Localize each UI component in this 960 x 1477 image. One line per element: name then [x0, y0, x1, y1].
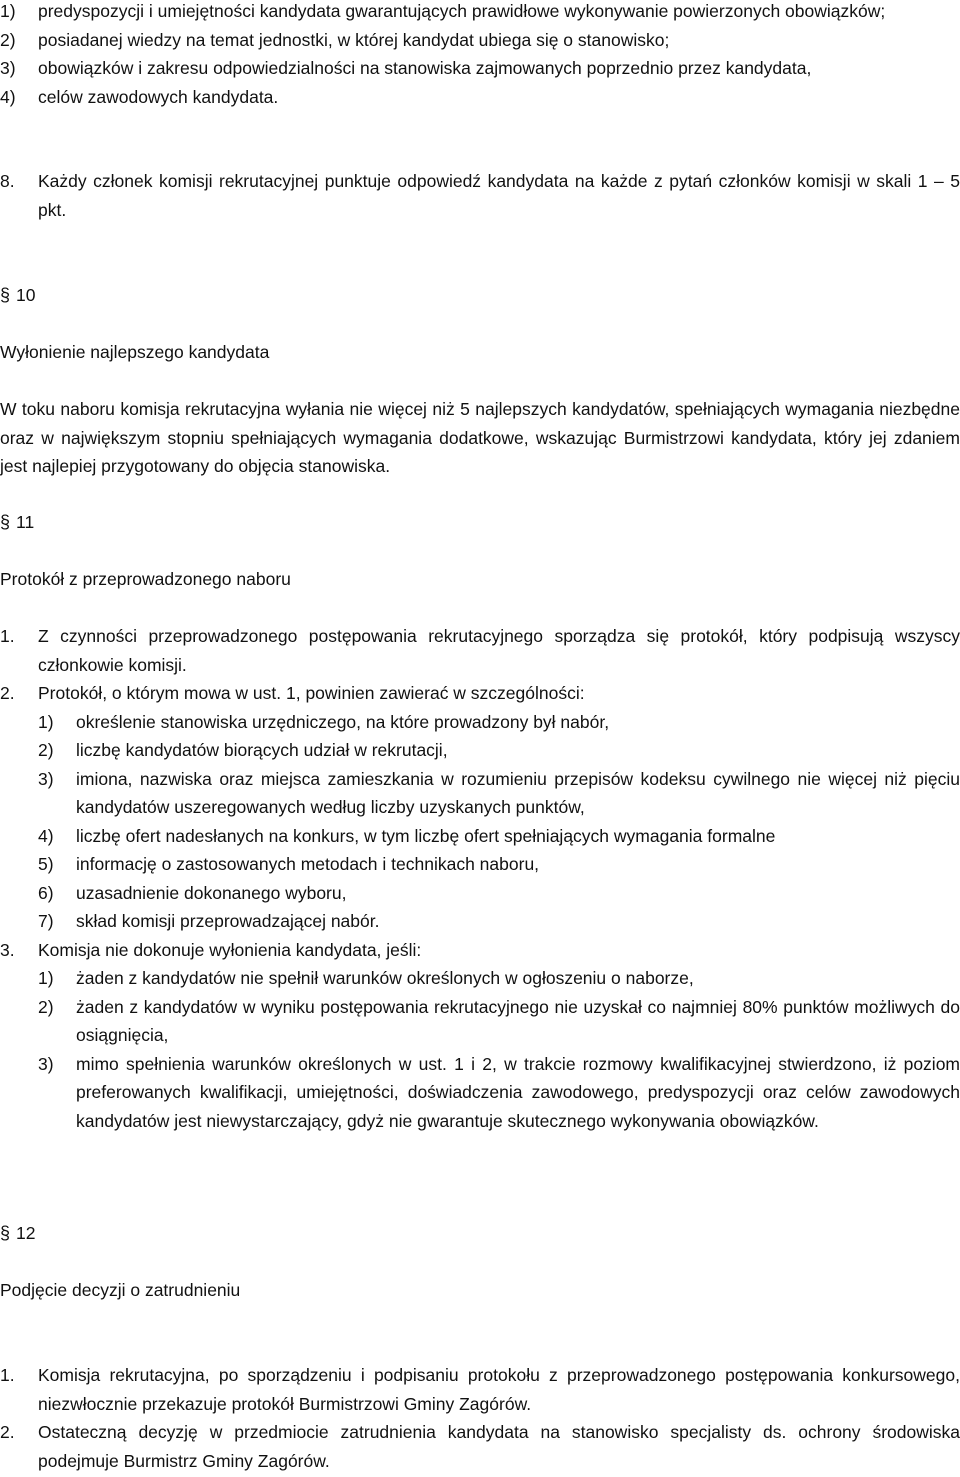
paragraph-1 — [0, 622, 960, 679]
point-text: Każdy członek komisji rekrutacyjnej punktuje odpowiedź kandydata na każde z pytań członków komisji w skali 1 – 5 pkt. — [38, 171, 960, 220]
list-item-number: 2) — [38, 996, 54, 1017]
list-item-text: żaden z kandydatów nie spełnił warunków określonych w ogłoszeniu o naborze, — [76, 968, 694, 988]
section-11-header — [0, 508, 34, 537]
section-11-title: Protokół z przeprowadzonego naboru — [0, 569, 291, 589]
paragraph-text: Komisja nie dokonuje wyłonienia kandydata, jeśli: — [38, 939, 422, 960]
list-item-text: mimo spełnienia warunków określonych w ust. 1 i 2, w trakcie rozmowy kwalifikacyjnej stwierdzono, iż poziom preferowanych kwalifikacji, umiejętności, doświadczenia zawodowego, predyspozycji oraz celów zawodowych kandydatów jest niewystarczający, gdyż nie gwarantuje skutecznego wykonywania obowiązków. — [76, 1053, 960, 1131]
list-item-number: 1) — [38, 711, 54, 732]
section-10-paragraph: W toku naboru komisja rekrutacyjna wyłania nie więcej niż 5 najlepszych kandydatów, spełniających wymagania niezbędne oraz w największym stopniu spełniających wymagania dodatkowe, wskazując Burmistrzowi kandydata, który jej zdaniem jest najlepiej przygotowany do objęcia stanowiska. — [0, 399, 960, 476]
list-item — [38, 907, 960, 936]
list-item-number: 1) — [38, 968, 54, 988]
list-item — [38, 1050, 960, 1136]
list-item — [38, 822, 960, 851]
paragraph-number: 1. — [0, 1365, 15, 1385]
section-sign: § — [0, 1223, 11, 1243]
list-item — [38, 964, 960, 993]
section-12-body — [0, 1361, 960, 1475]
paragraph-number: 2. — [0, 683, 15, 703]
list-item-text: liczbę ofert nadesłanych na konkurs, w tym liczbę ofert spełniających wymagania formalne — [76, 825, 776, 846]
list-item-number: 3) — [38, 768, 54, 789]
list-item — [38, 736, 960, 765]
paragraph-number: 2. — [0, 1422, 15, 1442]
section-number: 10 — [16, 285, 36, 305]
list-item — [38, 850, 960, 879]
point-8 — [0, 167, 960, 224]
point-number: 8. — [0, 171, 15, 191]
paragraph-text: Protokół, o którym mowa w ust. 1, powinien zawierać w szczególności: — [38, 683, 585, 703]
section-number: 12 — [16, 1223, 36, 1243]
paragraph-2 — [0, 1418, 960, 1475]
paragraph-2-list — [38, 708, 960, 936]
list-item-text: obowiązków i zakresu odpowiedzialności na stanowiska zajmowanych poprzednio przez kandydata, — [38, 58, 812, 78]
list-item-text: określenie stanowiska urzędniczego, na które prowadzony był nabór, — [76, 711, 610, 732]
paragraph-text: Komisja rekrutacyjna, po sporządzeniu i podpisaniu protokołu z przeprowadzonego postępowania konkursowego, niezwłocznie przekazuje protokół Burmistrzowi Gminy Zagórów. — [38, 1365, 960, 1414]
list-item — [0, 0, 960, 26]
list-item — [38, 993, 960, 1050]
list-item — [0, 26, 960, 55]
list-item-text: żaden z kandydatów w wyniku postępowania rekrutacyjnego nie uzyskał co najmniej 80% punktów możliwych do osiągnięcia, — [76, 996, 960, 1045]
list-item-text: skład komisji przeprowadzającej nabór. — [76, 911, 380, 931]
list-item-text: uzasadnienie dokonanego wyboru, — [76, 882, 347, 903]
list-item-text: liczbę kandydatów biorących udział w rekrutacji, — [76, 740, 448, 760]
list-item — [38, 708, 960, 737]
section-12-header — [0, 1219, 35, 1248]
paragraph-number: 1. — [0, 626, 15, 646]
section-10-title: Wyłonienie najlepszego kandydata — [0, 342, 270, 362]
list-item-text: informację o zastosowanych metodach i technikach naboru, — [76, 854, 540, 874]
section-10-header — [0, 281, 35, 310]
list-item — [38, 765, 960, 822]
list-item-number: 6) — [38, 882, 54, 903]
list-item-text: predyspozycji i umiejętności kandydata gwarantujących prawidłowe wykonywanie powierzonych obowiązków; — [38, 1, 886, 21]
section-sign: § — [0, 512, 11, 532]
list-item-number: 2) — [38, 740, 54, 760]
section-12-title: Podjęcie decyzji o zatrudnieniu — [0, 1280, 241, 1300]
paragraph-2 — [0, 679, 960, 708]
list-item-number: 3) — [0, 58, 16, 78]
paragraph-number: 3. — [0, 939, 15, 960]
paragraph-text: Z czynności przeprowadzonego postępowania rekrutacyjnego sporządza się protokół, który podpisują wszyscy członkowie komisji. — [38, 626, 960, 675]
list-item-text: celów zawodowych kandydata. — [38, 86, 279, 107]
paragraph-1 — [0, 1361, 960, 1418]
list-item — [38, 879, 960, 908]
list-item-number: 5) — [38, 854, 54, 874]
paragraph-3 — [0, 936, 960, 965]
list-item-number: 1) — [0, 1, 16, 21]
paragraph-3-list — [38, 964, 960, 1135]
list-item — [0, 83, 960, 112]
list-item-text: imiona, nazwiska oraz miejsca zamieszkania w rozumieniu przepisów kodeksu cywilnego nie więcej niż pięciu kandydatów uszeregowanych według liczby uzyskanych punktów, — [76, 768, 960, 817]
list-item-text: posiadanej wiedzy na temat jednostki, w której kandydat ubiega się o stanowisko; — [38, 29, 670, 50]
paragraph-text: Ostateczną decyzję w przedmiocie zatrudnienia kandydata na stanowisko specjalisty ds. ochrony środowiska podejmuje Burmistrz Gminy Zagórów. — [38, 1422, 960, 1471]
top-list — [0, 0, 960, 111]
list-item-number: 4) — [38, 825, 54, 846]
list-item-number: 3) — [38, 1053, 54, 1074]
list-item-number: 4) — [0, 86, 16, 107]
section-sign: § — [0, 285, 11, 305]
section-11-body — [0, 622, 960, 1135]
list-item-number: 2) — [0, 29, 16, 50]
list-item-number: 7) — [38, 911, 54, 931]
list-item — [0, 54, 960, 83]
section-number: 11 — [16, 512, 35, 532]
